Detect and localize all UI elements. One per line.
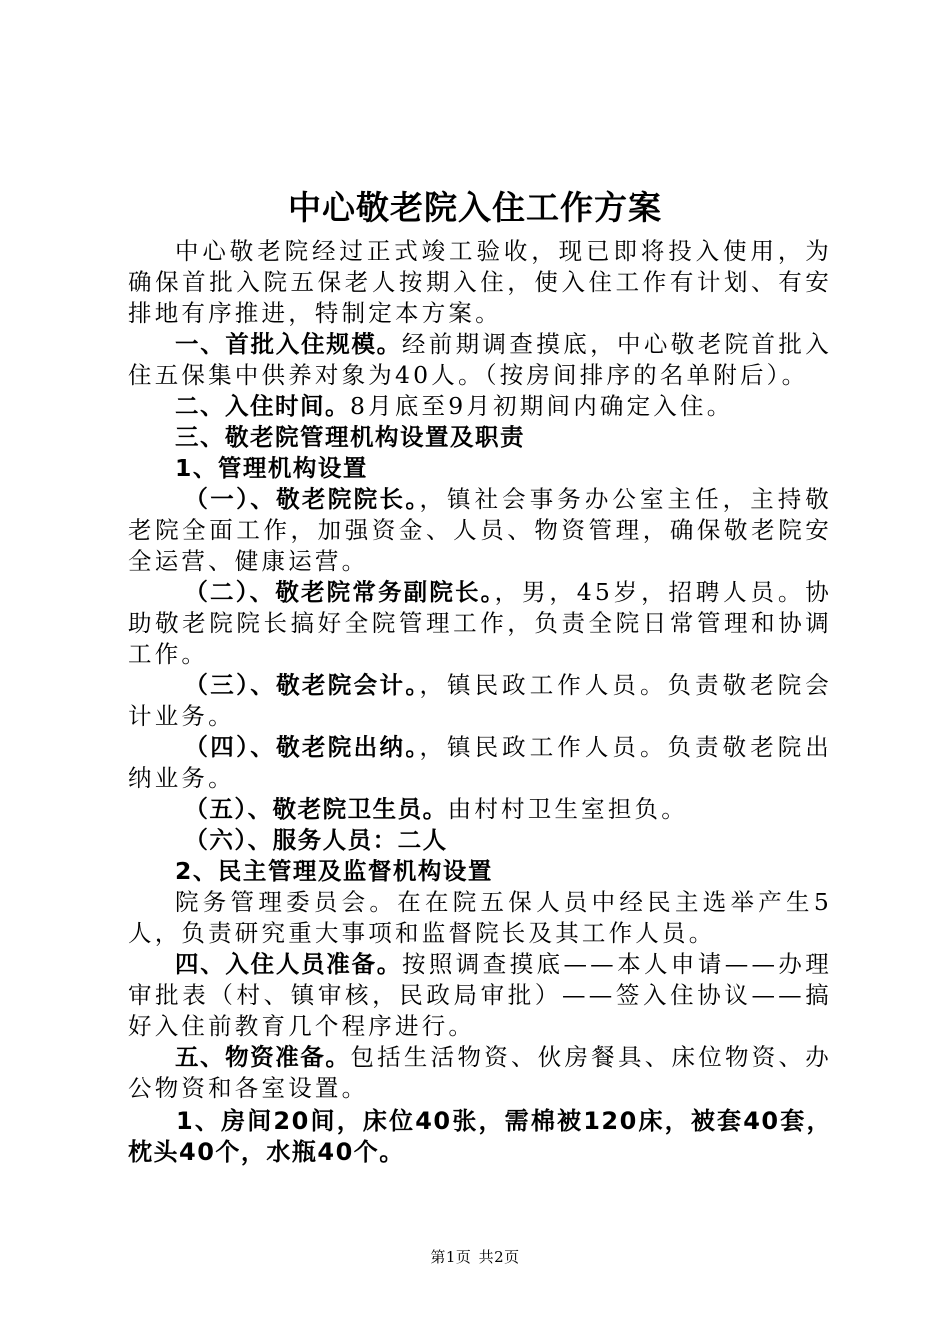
- section-4-paragraph: [128, 949, 832, 1042]
- section-5-text: 包括生活物资、伙房餐具、床位物资、办公物资和各室设置。: [128, 1043, 832, 1102]
- section-2-paragraph: [128, 391, 832, 422]
- section-3-heading-paragraph: [128, 422, 832, 453]
- role-paragraph-1: [128, 484, 832, 577]
- role-label-3: （三）、敬老院会计。: [184, 671, 420, 699]
- role-paragraph-6: [128, 825, 832, 856]
- section-4-heading: 四、入住人员准备。: [175, 950, 402, 978]
- role-paragraph-4: [128, 732, 832, 794]
- section-5-paragraph: [128, 1042, 832, 1104]
- role-text-3: ，镇民政工作人员。负责敬老院会计业务。: [128, 671, 833, 730]
- role-paragraph-2: [128, 577, 832, 670]
- section-3-heading: 三、敬老院管理机构设置及职责: [175, 423, 525, 451]
- supply-item-1: 1、房间20间，床位40张，需棉被120床，被套40套，枕头40个，水瓶40个。: [128, 1107, 832, 1166]
- subsection-2-heading-paragraph: [128, 856, 832, 887]
- role-text-1: ，镇社会事务办公室主任，主持敬老院全面工作，加强资金、人员、物资管理，确保敬老院安全运营、健康运营。: [128, 485, 833, 575]
- role-label-4: （四）、敬老院出纳。: [184, 733, 420, 761]
- page-total: 共2页: [478, 1248, 520, 1266]
- document-title: 中心敬老院入住工作方案: [288, 188, 662, 227]
- role-label-6: （六）、服务人员：二人: [184, 826, 448, 854]
- subsection-1-heading-paragraph: [128, 453, 832, 484]
- section-1-text: 经前期调查摸底，中心敬老院首批入住五保集中供养对象为40人。（按房间排序的名单附后）。: [128, 330, 833, 389]
- subsection-2-paragraph: 院务管理委员会。在在院五保人员中经民主选举产生5人，负责研究重大事项和监督院长及其工作人员。: [128, 888, 832, 947]
- intro-paragraph: 中心敬老院经过正式竣工验收，现已即将投入使用，为确保首批入院五保老人按期入住，使入住工作有计划、有安排地有序推进，特制定本方案。: [128, 237, 832, 327]
- role-paragraph-5: [128, 794, 832, 825]
- section-4-text: 按照调查摸底——本人申请——办理审批表（村、镇审核，民政局审批）——签入住协议——搞好入住前教育几个程序进行。: [128, 950, 833, 1040]
- section-1-heading: 一、首批入住规模。: [175, 330, 402, 358]
- role-paragraph-3: [128, 670, 832, 732]
- role-label-1: （一）、敬老院院长。: [184, 485, 420, 513]
- section-1-paragraph: [128, 329, 832, 391]
- role-text-4: ，镇民政工作人员。负责敬老院出纳业务。: [128, 733, 833, 792]
- subsection-2-heading: 2、民主管理及监督机构设置: [175, 857, 493, 885]
- role-label-5: （五）、敬老院卫生员。: [184, 795, 448, 823]
- page-footer: [0, 1246, 950, 1267]
- page-number: 第1页: [430, 1248, 472, 1266]
- section-2-text: 8月底至9月初期间内确定入住。: [350, 392, 734, 420]
- role-text-2: ，男，45岁，招聘人员。协助敬老院院长搞好全院管理工作，负责全院日常管理和协调工作。: [128, 578, 832, 668]
- section-2-heading: 二、入住时间。: [175, 392, 350, 420]
- section-5-heading: 五、物资准备。: [175, 1043, 351, 1071]
- role-text-5: 由村村卫生室担负。: [447, 795, 688, 823]
- role-label-2: （二）、敬老院常务副院长。: [184, 578, 495, 606]
- subsection-1-heading: 1、管理机构设置: [175, 454, 368, 482]
- document-body: [128, 236, 832, 1168]
